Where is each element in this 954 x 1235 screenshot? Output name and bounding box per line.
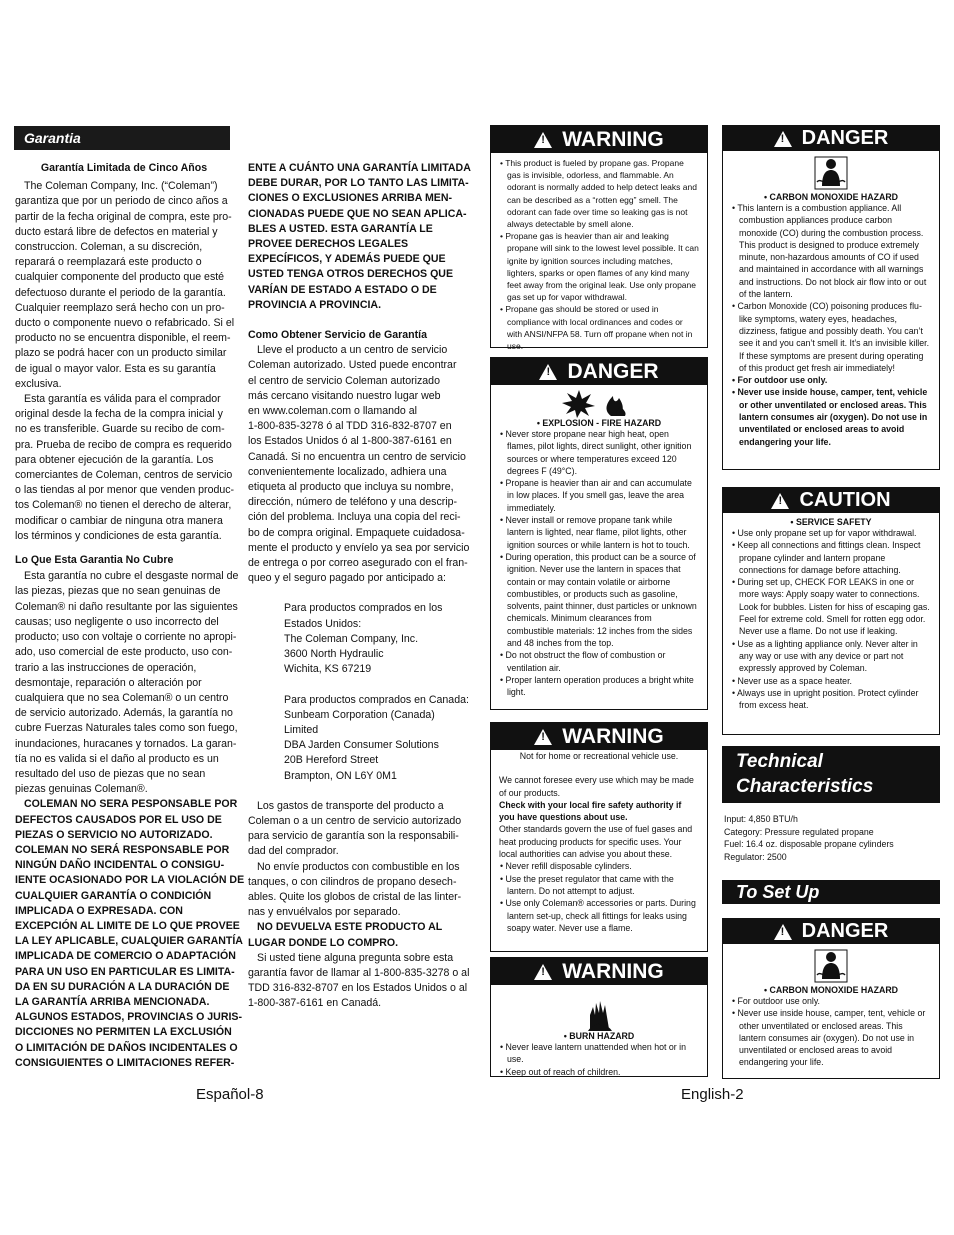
text-line: Estados Unidos: [284,617,362,630]
text-line: los Estados Unidos ó al 1-800-387-6161 en [248,435,452,448]
danger-header [723,919,939,944]
text-line: defectuoso durante el periodo de la garantía. [15,286,226,299]
text-line: Para productos comprados en los [284,602,443,615]
text-line: ado, uso comercial de este producto, uso con- [15,646,233,659]
danger-header-label: DANGER [567,359,659,383]
text-line: PROVINCIA A PROVINCIA. [248,298,382,311]
list-item: • Use only propane set up for vapor withdrawal. [731,527,931,539]
text-line: causas; uso negligente o uso incorrecto del [15,615,219,628]
warning-header [491,958,707,985]
text-line: TDD 316-832-8707 en los Estados Unidos o al [248,982,468,995]
text-line: EXPECÍFICOS, Y ADEMÁS PUEDE QUE [248,253,446,266]
text-line: Sunbeam Corporation (Canada) [284,708,435,721]
spanish-column-1 [15,161,245,1071]
text-line: cubre Fuerzas Naturales tales como son fuego, [15,722,238,735]
text-line: USTED TENGA OTROS DERECHOS QUE [248,268,454,281]
warranty-title: Garantía Limitada de Cinco Años [40,162,208,174]
list-item: • This product is fueled by propane gas. Propane gas is invisible, odorless, and flammable. An odorant is normally added to help detect leaks and can be described as a “rotten egg” smell. The odorant can fade over time so leaking gas is not always detectable by smell alone. [499,157,699,230]
warning-paragraph-2: Check with your local fire safety authority if you have questions about use. [499,799,682,823]
text-line: partir de la fecha original de compra, este pro- [15,210,232,223]
co-hazard-label: • CARBON MONOXIDE HAZARD [763,192,899,202]
text-line: Lleve el producto a un centro de servicio [257,344,448,357]
text-line: ables. Quite los globos de cristal de las linter- [248,890,462,903]
warning-burn-box [490,957,708,1077]
danger-co-list [731,202,931,448]
text-line: cualquiera que no sea Coleman® o un centro [15,691,229,704]
technical-header [722,746,940,803]
list-item: • Never use inside house, camper, tent, vehicle or other unventilated or enclosed areas. This lantern consumes air (oxygen). Do not use in unventilated or enclosed areas to avoid endangering your life. [731,1007,931,1068]
text-line: en www.coleman.com o llamando al [248,405,417,418]
liability-paragraph [15,797,245,1071]
warning-header [491,723,707,750]
text-line: dad del comprador. [248,845,339,858]
text-line: nas y envuélvalos por separado. [248,906,401,919]
danger-co-setup-box [722,918,940,1079]
text-line: o las tiendas al por menor que venden produc- [15,484,235,497]
service-safety-label: • SERVICE SAFETY [790,517,872,527]
text-line: mente el producto y envíelo ya sea por servicio [248,541,470,554]
warning-intro: Not for home or recreational vehicle use. [519,751,679,761]
text-line: ducto o componente nuevo o refabricado. Si el [15,317,235,330]
text-line: producto no se encuentra disponible, el reem- [15,332,231,345]
page-number-english: English-2 [681,1086,744,1103]
list-item: • Never use inside house, camper, tent, vehicle or other unventilated or enclosed areas. This lantern consumes air (oxygen). Do not use in unventilated or enclosed areas to avoid endangering your life. [731,386,931,447]
text-line: de entrega o por correo asegurado con el fran- [248,557,468,570]
carbon-monoxide-icon [814,949,848,983]
warning-paragraph-3: Other standards govern the use of fuel gases and heat producing products for specific uses. Your local authorities can advise you about these. [499,824,693,860]
shipping-paragraph [248,799,472,860]
text-line: Canadá. Si no encuentra un centro de servicio [248,450,466,463]
technical-title: Technical Characteristics [736,751,874,797]
text-line: No envíe productos con combustible en los [257,860,460,873]
text-line: Esta garantía es válida para el comprador [24,393,221,406]
text-line: COLEMAN NO SERÁ RESPONSABLE POR [15,843,230,856]
text-line: Los gastos de transporte del producto a [257,799,444,812]
list-item: • For outdoor use only. [731,995,931,1007]
text-line: 20B Hereford Street [284,754,379,767]
text-line: ción del problema. Incluya una copia del reci- [248,511,461,524]
text-line: 1-800-387-6161 en Canadá. [248,997,382,1010]
text-line: COLEMAN NO SERA PESPONSABLE POR [24,798,238,811]
text-line: queo y el seguro pagado por anticipado a: [248,572,446,585]
danger-explosion-list [499,428,699,699]
spec-line: Regulator: 2500 [724,851,787,862]
text-line: 1-800-835-3278 ó al TDD 316-832-8707 en [248,420,452,433]
text-line: inundaciones, huracanes y tornados. La garan- [15,737,237,750]
text-line: Si usted tiene alguna pregunta sobre esta [257,951,454,964]
text-line: bo de compra original. Empaquete cuidadosa- [248,526,465,539]
text-line: trario a las instrucciones de operación, [15,661,197,674]
text-line: modificar o cambiar de ninguna otra manera [15,514,223,527]
list-item: • Do not obstruct the flow of combustion or ventilation air. [499,649,699,674]
text-line: resultado del uso de piezas que no sean [15,767,206,780]
list-item: • This lantern is a combustion appliance. All combustion appliances produce carbon monoxide (CO) during the combustion process. This product is designed to produce extremely minute, non-hazardous amounts of CO if used and maintained in accordance with all warnings and instructions. Do not block air flow into or out of the lantern. [731,202,931,300]
list-item: • Use only Coleman® accessories or parts. During lantern set-up, check all fittings for leaks using soapy water. Never use a flame. [499,897,699,934]
text-line: LA GARANTÍA ARRIBA MENCIONADA. [15,995,210,1008]
text-line: PARA UN USO EN PARTICULAR ES LIMITA- [15,965,235,978]
page-number-spanish: Español-8 [196,1086,264,1103]
warning-propane-list [499,157,699,352]
service-paragraph [248,343,472,586]
no-return-paragraph [248,920,472,950]
danger-header [491,358,707,385]
warning-header [491,126,707,153]
text-line: construccion. Coleman, a su discreción, [15,241,203,254]
spanish-column-2 [248,161,472,1012]
text-line: tanques, o con cilindros de propano desech- [248,875,457,888]
text-line: Coleman autorizado. Usted puede encontrar [248,359,457,372]
list-item: • Use the preset regulator that came with the lantern. Do not attempt to adjust. [499,873,699,898]
text-line: IMPLICADA O EXPRESADA. CON [15,904,183,917]
warning-triangle-icon [539,364,557,380]
warning-triangle-icon [534,729,552,745]
text-line: desmontaje, reparación o alteración por [15,676,202,689]
text-line: ENTE A CUÁNTO UNA GARANTÍA LIMITADA [248,162,471,174]
caution-header-label: CAUTION [799,489,891,511]
text-line: LUGAR DONDE LO COMPRO. [248,936,399,949]
spec-line: Fuel: 16.4 oz. disposable propane cylinders [724,839,894,849]
warning-paragraph-1: We cannot foresee every use which may be made of our products. [499,775,694,798]
section-header-garantia [14,126,230,150]
us-address [248,601,472,677]
text-line: ducto estará libre de defectos en material y [15,225,218,238]
caution-service-box [722,487,940,735]
text-line: DEFECTOS CAUSADOS POR EL USO DE [15,813,222,826]
list-item: • For outdoor use only. [731,374,931,386]
text-line: CIONADAS PUEDE QUE NO SEAN APLICA- [248,207,467,220]
warning-triangle-icon [534,132,552,148]
text-line: plazo se podrá hacer con un producto similar [15,347,227,360]
text-line: Coleman o a un centro de servicio autorizado [248,814,462,827]
warning-triangle-icon [774,924,792,940]
list-item: • During operation, this product can be a source of ignition. Never use the lantern in spaces that contain or may contain volatile or airborne combustibles, or products such as gasoline, solvents, paint thinner, dust particles or unknown chemicals. Minimum clearances from combustible materials: 12 inches from the sides and 48 inches from the top. [499,551,699,649]
text-line: convenientemente localizado, adhiera una [248,465,447,478]
technical-specs [724,813,938,863]
list-item: • Always use in upright position. Protect cylinder from excess heat. [731,687,931,712]
text-line: el centro de servicio Coleman autorizado [248,374,440,387]
list-item: • Propane gas should be stored or used in compliance with local ordinances and codes or with ANSI/NFPA 58. Turn off propane when not in use. [499,303,699,352]
validity-paragraph [15,392,233,544]
burn-hazard-label: • BURN HAZARD [563,1031,635,1041]
list-item: • Proper lantern operation produces a bright white light. [499,674,699,699]
service-title: Como Obtener Servicio de Garantía [248,329,427,342]
text-line: The Coleman Company, Inc. (“Coleman”) [24,180,218,193]
section-title: Garantia [24,130,81,146]
text-line: LA LEY APLICABLE, CUALQUIER GARANTÍA [15,935,243,948]
text-line: IENTE OCASIONADO POR LA VIOLACIÓN DE [15,874,245,887]
text-line: NO DEVUELVA ESTE PRODUCTO AL [257,921,443,934]
text-line: Esta garantía no cubre el desgaste normal de [24,570,239,583]
list-item: • Never refill disposable cylinders. [499,860,699,872]
text-line: CUALQUIER GARANTÍA O CONDICIÓN [15,889,212,902]
warning-vehicle-box [490,722,708,952]
text-line: tía no es valida si el daño al producto es un [15,752,219,765]
text-line: Para productos comprados en Canada: [284,693,469,706]
text-line: para obtener ejecución de la garantía. Los [15,453,214,466]
list-item: • Propane is heavier than air and can accumulate in low places. If you smell gas, leave the area immediately. [499,477,699,514]
questions-paragraph [248,951,472,1012]
burn-hand-icon [584,995,614,1031]
text-line: original desde la fecha de la compra inicial y [15,408,223,421]
text-line: DEBE DURAR, POR LO TANTO LAS LIMITA- [248,177,469,190]
text-line: PIEZAS O SERVICIO NO AUTORIZADO. [15,828,213,841]
list-item: • Never leave lantern unattended when hot or in use. [499,1041,699,1066]
text-line: The Coleman Company, Inc. [284,632,419,645]
text-line: de igual o mayor valor. Esta es su garantía [15,362,216,375]
text-line: Limited [284,723,319,736]
list-item: • Never use as a space heater. [731,675,931,687]
not-covered-title: Lo Que Esta Garantia No Cubre [15,554,174,567]
warning-triangle-icon [774,131,792,147]
list-item: • Keep all connections and fittings clean. Inspect propane cylinder and lantern propane connections for damage before attaching. [731,539,931,576]
text-line: cualquier componente del producto que esté [15,271,225,284]
danger-header-label: DANGER [801,920,889,942]
danger-co-box [722,125,940,470]
list-item: • Never install or remove propane tank while lantern is lighted, near flame, pilot lights, other ignition sources or while lantern is hot to touch. [499,514,699,551]
danger-header [723,126,939,151]
danger-header-label: DANGER [801,127,889,149]
text-line: NINGÚN DAÑO INCIDENTAL O CONSIGU- [15,859,225,872]
text-line: PROVEE DERECHOS LEGALES [248,238,409,251]
text-line: garantiza que por un periodo de cinco años a [15,195,228,208]
caution-header [723,488,939,513]
text-line: de servicio autorizado. Además, la garantía no [15,707,233,720]
not-covered-paragraph [15,569,239,797]
warning-header-label: WARNING [562,127,664,151]
text-line: los términos y condiciones de esta garantía. [15,529,222,542]
text-line: CIONES O EXCLUSIONES ARRIBA MEN- [248,192,453,205]
warning-vehicle-list [499,860,699,934]
text-line: O LIMITACIÓN DE DAÑOS INCIDENTALES O [15,1041,238,1054]
warning-triangle-icon [771,493,789,509]
list-item: • Never store propane near high heat, open flames, pilot lights, direct sunlight, other ignition sources or where temperatures exceed 120 degrees F (49°C). [499,428,699,477]
warranty-paragraph [15,179,233,392]
text-line: CONSIGUIENTES O LIMITACIONES REFER- [15,1056,235,1069]
warning-burn-list [499,1041,699,1078]
text-line: producto; uso con voltaje o corriente no apropi- [15,631,237,644]
text-line: pra. Prueba de recibo de compra es requerido [15,438,232,451]
text-line: Coleman® ni daño resultante por las siguientes [15,600,238,613]
warning-header-label: WARNING [562,724,664,748]
text-line: Wichita, KS 67219 [284,663,372,676]
co-hazard-label: • CARBON MONOXIDE HAZARD [763,985,899,995]
list-item: • Propane gas is heavier than air and leaking propane will sink to the lowest level possible. It can ignite by ignition sources including matches, lighters, sparks or open flames of any kind many feet away from the original leak. Use only propane gas set up for vapor withdrawal. [499,230,699,303]
list-item: • During set up, CHECK FOR LEAKS in one or more ways: Apply soapy water to connections. Look for bubbles. Listen for hiss of escaping gas. Feel for extreme cold. Smell for rotten egg odor. Never use a flame. Do not use if leaking. [731,576,931,637]
warning-triangle-icon [534,964,552,980]
text-line: ALGUNOS ESTADOS, PROVINCIAS O JURIS- [15,1011,243,1024]
liability-continued [248,161,472,313]
explosion-hazard-label: • EXPLOSION - FIRE HAZARD [536,418,662,428]
text-line: piezas genuinas Coleman®. [15,783,148,796]
caution-service-list [731,527,931,711]
danger-explosion-box [490,357,708,710]
spec-line: Input: 4,850 BTU/h [724,814,798,824]
text-line: EXCEPCIÓN AL LIMITE DE LO QUE PROVEE [15,919,240,932]
text-line: VARÍAN DE ESTADO A ESTADO O DE [248,283,437,296]
warning-header-label: WARNING [562,959,664,983]
text-line: etiqueta al producto que incluya su nombre, [248,481,454,494]
list-item: • Use as a lighting appliance only. Never alter in any way or use with any device or part not expressly approved by Coleman. [731,638,931,675]
text-line: 3600 North Hydraulic [284,648,384,661]
setup-title: To Set Up [736,882,820,902]
text-line: DBA Jarden Consumer Solutions [284,739,439,752]
text-line: DA EN SU DURACIÓN A LA DURACIÓN DE [15,980,230,993]
text-line: comerciantes de Coleman, centros de servicio [15,469,233,482]
danger-co-setup-list [731,995,931,1069]
text-line: IMPLICADA DE COMERCIO O ADAPTACIÓN [15,950,236,963]
text-line: Cualquier reemplazo será hecho con un pro- [15,301,225,314]
text-line: Brampton, ON L6Y 0M1 [284,769,397,782]
text-line: garantía favor de llamar al 1-800-835-3278 o al [248,966,470,979]
explosion-fire-icon [559,388,639,418]
text-line: BLES A USTED. ESTA GARANTÍA LE [248,222,433,235]
text-line: DICCIONES NO PERMITEN LA EXCLUSIÓN [15,1026,232,1039]
text-line: exclusiva. [15,377,62,390]
setup-header [722,880,940,904]
text-line: tos Coleman® no tienen el derecho de alterar, [15,499,232,512]
list-item: • Carbon Monoxide (CO) poisoning produces flu-like symptoms, watery eyes, headaches, dizziness, fatigue and possibly death. You can’t see it and you can’t smell it. It’s an invisible killer. If these symptoms are present during operating of this product get fresh air immediately! [731,300,931,374]
warning-propane-box [490,125,708,352]
text-line: no es transferible. Guarde su recibo de com- [15,423,225,436]
text-line: reparará o reemplazará este producto o [15,256,202,269]
text-line: para servicio de garantía son la responsabili- [248,830,459,843]
text-line: dirección, número de teléfono y una descrip- [248,496,458,509]
canada-address [248,693,472,784]
list-item: • Keep out of reach of children. [499,1066,699,1078]
text-line: más cercano visitando nuestro lugar web [248,389,441,402]
fuel-paragraph [248,860,472,921]
spec-line: Category: Pressure regulated propane [724,826,874,837]
text-line: las piezas, piezas que no sean genuinas de [15,585,221,598]
carbon-monoxide-icon [814,156,848,190]
